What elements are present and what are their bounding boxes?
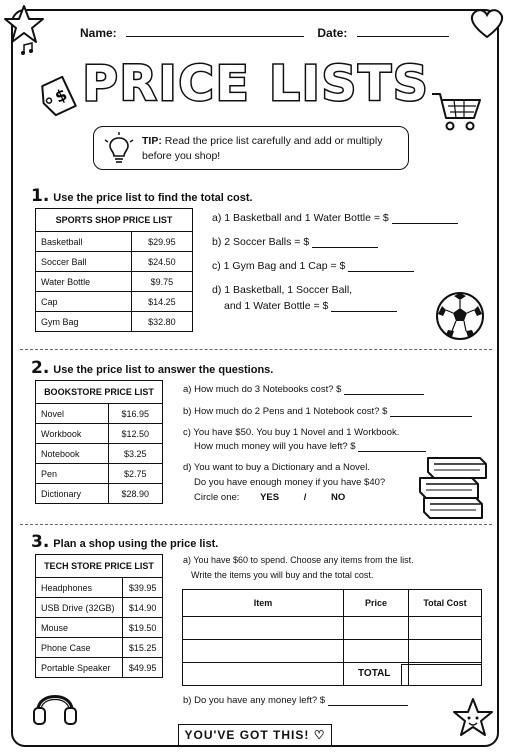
table-row (36, 638, 163, 658)
answer-blank[interactable] (390, 416, 472, 417)
s2-question-d2: Do you have enough money if you have $40? (194, 477, 386, 488)
encouragement-banner: YOU'VE GOT THIS! ♡ (178, 724, 332, 746)
tip-text: Read the price list carefully and add or multiply before you shop! (142, 135, 383, 162)
slash-separator: / (303, 492, 307, 503)
item-name: USB Drive (32GB) (36, 598, 123, 618)
soccer-ball-icon (434, 290, 486, 342)
item-name: Phone Case (36, 638, 123, 658)
item-price: $15.25 (123, 638, 163, 658)
item-name: Novel (36, 404, 109, 424)
headphones-icon (30, 680, 80, 728)
section2-heading (31, 358, 273, 378)
s2-question-c2 (194, 441, 426, 452)
section3-heading (31, 532, 218, 552)
page-title: PRICE LISTS (82, 56, 430, 112)
grid-cell[interactable] (183, 663, 344, 686)
s1-question-d2-text: and 1 Water Bottle = $ (224, 300, 329, 312)
section2-instruction: Use the price list to answer the questions. (53, 364, 274, 376)
grid-row (183, 640, 482, 663)
no-option[interactable]: NO (331, 492, 346, 503)
s2-question-c1: c) You have $50. You buy 1 Novel and 1 Workbook. (183, 427, 400, 438)
item-name: Cap (36, 292, 132, 312)
sports-table-title: SPORTS SHOP PRICE LIST (36, 209, 193, 232)
music-note-icon (20, 42, 36, 56)
item-name: Headphones (36, 578, 123, 598)
answer-blank[interactable] (348, 271, 414, 272)
table-row (36, 578, 163, 598)
s2-question-b (183, 406, 472, 417)
section3-instruction: Plan a shop using the price list. (53, 538, 219, 550)
table-row (36, 272, 193, 292)
table-row (36, 598, 163, 618)
s2-circle-row (194, 492, 345, 503)
grid-header-item: Item (183, 590, 344, 617)
s1-question-b-text: b) 2 Soccer Balls = $ (212, 236, 310, 248)
table-row (36, 404, 163, 424)
tip-box (93, 126, 409, 170)
books-stack-icon (416, 448, 488, 522)
s1-question-c (212, 260, 414, 272)
name-date-row (80, 26, 449, 40)
s1-question-d2 (224, 300, 397, 312)
s1-question-b (212, 236, 378, 248)
tech-table-title: TECH STORE PRICE LIST (36, 555, 163, 578)
item-price: $9.75 (131, 272, 192, 292)
grid-cell[interactable] (409, 617, 482, 640)
s1-question-c-text: c) 1 Gym Bag and 1 Cap = $ (212, 260, 346, 272)
s3-question-b (183, 695, 408, 706)
shopping-cart-icon (428, 90, 484, 134)
s1-question-d1: d) 1 Basketball, 1 Soccer Ball, (212, 284, 353, 296)
item-name: Portable Speaker (36, 658, 123, 678)
total-answer-box[interactable] (401, 664, 482, 686)
grid-cell[interactable] (183, 640, 344, 663)
grid-row (183, 617, 482, 640)
price-tag-icon (34, 72, 84, 120)
s3-question-a2: Write the items you will buy and the total cost. (191, 570, 374, 580)
answer-blank[interactable] (331, 311, 397, 312)
answer-blank[interactable] (328, 705, 408, 706)
section1-number: 1. (31, 186, 50, 206)
bookstore-price-table (35, 380, 163, 504)
table-row (36, 292, 193, 312)
item-name: Water Bottle (36, 272, 132, 292)
smiling-star-icon (450, 696, 496, 740)
grid-cell[interactable] (344, 617, 409, 640)
item-name: Dictionary (36, 484, 109, 504)
item-price: $24.50 (131, 252, 192, 272)
circle-one-label: Circle one: (194, 492, 240, 503)
s2-question-a-text: a) How much do 3 Notebooks cost? $ (183, 384, 342, 395)
answer-blank[interactable] (312, 247, 378, 248)
section1-instruction: Use the price list to find the total cost. (53, 192, 253, 204)
lightbulb-icon (102, 132, 136, 164)
item-name: Basketball (36, 232, 132, 252)
item-price: $12.50 (108, 424, 162, 444)
grid-header-total-cost: Total Cost (409, 590, 482, 617)
item-price: $49.95 (123, 658, 163, 678)
table-row (36, 232, 193, 252)
grid-header-price: Price (344, 590, 409, 617)
item-price: $32.80 (131, 312, 192, 332)
table-row (36, 252, 193, 272)
name-label: Name: (80, 26, 117, 40)
section3-number: 3. (31, 532, 50, 552)
tip-text-block (142, 134, 404, 164)
s1-question-a (212, 212, 458, 224)
item-price: $39.95 (123, 578, 163, 598)
table-row (36, 424, 163, 444)
item-price: $14.25 (131, 292, 192, 312)
price-tag-symbol: $ (51, 84, 71, 107)
s3-question-a1: a) You have $60 to spend. Choose any items from the list. (183, 555, 414, 565)
name-field[interactable] (126, 36, 304, 37)
tech-store-price-table (35, 554, 163, 678)
item-name: Mouse (36, 618, 123, 638)
item-name: Notebook (36, 444, 109, 464)
grid-cell[interactable] (409, 640, 482, 663)
date-field[interactable] (357, 36, 449, 37)
heart-icon (467, 5, 507, 41)
item-name: Soccer Ball (36, 252, 132, 272)
s3-question-b-text: b) Do you have any money left? $ (183, 695, 326, 706)
yes-option[interactable]: YES (260, 492, 280, 503)
s2-question-a (183, 384, 424, 395)
section2-number: 2. (31, 358, 50, 378)
item-price: $2.75 (108, 464, 162, 484)
answer-blank[interactable] (392, 223, 458, 224)
item-name: Gym Bag (36, 312, 132, 332)
table-row (36, 312, 193, 332)
table-row (36, 444, 163, 464)
section-divider (20, 349, 492, 350)
date-label: Date: (317, 26, 348, 40)
section1-heading (31, 186, 253, 206)
item-price: $16.95 (108, 404, 162, 424)
item-price: $19.50 (123, 618, 163, 638)
table-row (36, 464, 163, 484)
item-name: Workbook (36, 424, 109, 444)
item-price: $28.90 (108, 484, 162, 504)
section-divider (20, 524, 492, 525)
answer-blank[interactable] (344, 394, 424, 395)
star-icon (2, 2, 46, 46)
item-price: $29.95 (131, 232, 192, 252)
item-name: Pen (36, 464, 109, 484)
s2-question-d1: d) You want to buy a Dictionary and a Novel. (183, 462, 370, 473)
sports-shop-price-table (35, 208, 193, 332)
table-row (36, 618, 163, 638)
s2-question-b-text: b) How much do 2 Pens and 1 Notebook cost? $ (183, 406, 388, 417)
grid-cell[interactable] (344, 640, 409, 663)
table-row (36, 484, 163, 504)
total-label: TOTAL (358, 668, 391, 679)
table-row (36, 658, 163, 678)
tip-label: TIP: (142, 135, 162, 147)
item-price: $3.25 (108, 444, 162, 464)
s1-question-a-text: a) 1 Basketball and 1 Water Bottle = $ (212, 212, 389, 224)
s2-question-c2-text: How much money will you have left? $ (194, 441, 356, 452)
item-price: $14.90 (123, 598, 163, 618)
bookstore-table-title: BOOKSTORE PRICE LIST (36, 381, 163, 404)
grid-cell[interactable] (183, 617, 344, 640)
